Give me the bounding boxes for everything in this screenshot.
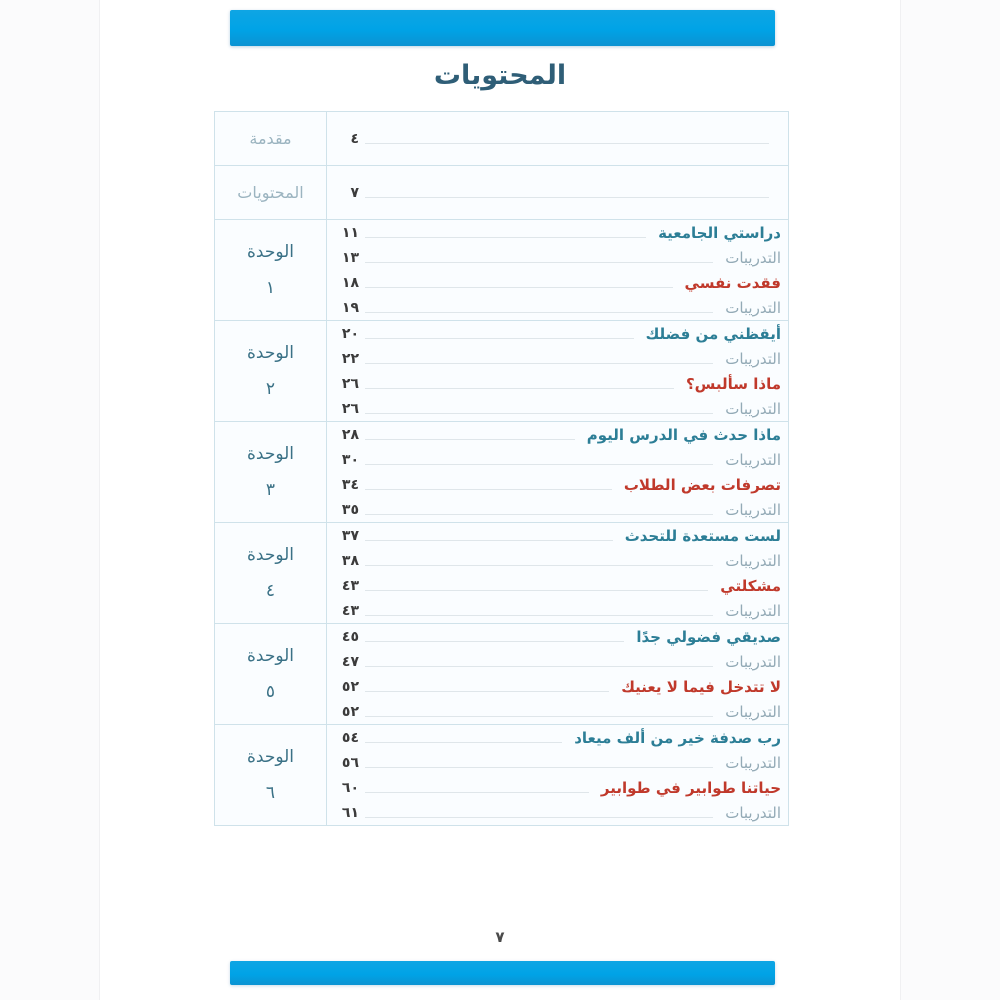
toc-entry-title: التدريبات [725, 702, 781, 721]
toc-entry[interactable] [327, 598, 788, 623]
toc-entries-cell [327, 422, 789, 523]
unit-word: الوحدة [246, 545, 295, 566]
document-page [100, 0, 900, 1000]
toc-leader-rule [365, 363, 713, 364]
toc-entry-page: ٦٠ [341, 779, 359, 796]
toc-entry[interactable] [327, 725, 788, 750]
toc-entry-title: لست مستعدة للتحدث [624, 526, 781, 545]
toc-entries-cell [327, 112, 789, 166]
toc-entry-page: ٥٦ [341, 754, 359, 771]
toc-entry-title: أيقظني من فضلك [645, 324, 781, 343]
toc-entry-page: ٣٧ [341, 527, 359, 544]
table-row [215, 321, 789, 422]
toc-entry-page: ٣٠ [341, 451, 359, 468]
toc-entry-title: رب صدفة خير من ألف ميعاد [574, 728, 781, 747]
toc-entry-page: ١٣ [341, 249, 359, 266]
toc-entry[interactable] [327, 180, 788, 205]
toc-leader-rule [365, 413, 713, 414]
toc-entry[interactable] [327, 422, 788, 447]
toc-leader-rule [365, 565, 713, 566]
toc-leader-rule [365, 792, 589, 793]
toc-entry-title: تصرفات بعض الطلاب [623, 475, 781, 494]
toc-leader-rule [365, 464, 713, 465]
toc-entries-cell [327, 523, 789, 624]
unit-number: ٦ [265, 782, 276, 803]
unit-number: ٥ [265, 681, 276, 702]
toc-entry-page: ٣٨ [341, 552, 359, 569]
toc-leader-rule [365, 287, 673, 288]
toc-entry[interactable] [327, 220, 788, 245]
toc-entries-cell [327, 166, 789, 220]
toc-entry-page: ٣٥ [341, 501, 359, 518]
toc-entry-title: التدريبات [725, 298, 781, 317]
toc-entry-page: ٤٧ [341, 653, 359, 670]
table-row [215, 725, 789, 826]
table-row [215, 220, 789, 321]
toc-entry[interactable] [327, 346, 788, 371]
toc-entry-page: ١١ [341, 224, 359, 241]
toc-entry-page: ٥٢ [341, 703, 359, 720]
toc-entry-page: ٦١ [341, 804, 359, 821]
toc-entry-title: لا تتدخل فيما لا يعنيك [621, 677, 781, 696]
toc-entry-page: ٥٤ [341, 729, 359, 746]
toc-entry-page: ٥٢ [341, 678, 359, 695]
table-row [215, 523, 789, 624]
unit-word: الوحدة [246, 747, 295, 768]
toc-entry-title: التدريبات [725, 753, 781, 772]
toc-entry-title: التدريبات [725, 803, 781, 822]
toc-entry[interactable] [327, 270, 788, 295]
toc-entries-cell [327, 725, 789, 826]
toc-entry-page: ٢٨ [341, 426, 359, 443]
toc-entry[interactable] [327, 396, 788, 421]
table-of-contents [214, 111, 789, 826]
toc-leader-rule [365, 817, 713, 818]
toc-entry[interactable] [327, 800, 788, 825]
toc-leader-rule [365, 338, 634, 339]
unit-number: ١ [265, 277, 276, 298]
toc-leader-rule [365, 312, 713, 313]
toc-leader-rule [365, 237, 646, 238]
toc-entry-page: ٣٤ [341, 476, 359, 493]
toc-entry[interactable] [327, 245, 788, 270]
toc-leader-rule [365, 514, 713, 515]
toc-entry[interactable] [327, 649, 788, 674]
toc-leader-rule [365, 197, 769, 198]
toc-entry-page: ٢٦ [341, 375, 359, 392]
toc-leader-rule [365, 666, 713, 667]
page-title: المحتويات [433, 60, 567, 91]
toc-leader-rule [365, 540, 613, 541]
toc-leader-rule [365, 590, 708, 591]
toc-entry[interactable] [327, 295, 788, 320]
toc-entry[interactable] [327, 472, 788, 497]
toc-entry-title: ماذا سألبس؟ [685, 374, 781, 393]
toc-entry-title: التدريبات [725, 500, 781, 519]
toc-entry[interactable] [327, 750, 788, 775]
toc-entry-title: التدريبات [725, 551, 781, 570]
table-row [215, 112, 789, 166]
unit-word: الوحدة [246, 343, 295, 364]
toc-entries-cell [327, 321, 789, 422]
unit-label-cell[interactable] [215, 422, 327, 523]
toc-entry[interactable] [327, 699, 788, 724]
toc-entry-page: ٢٠ [341, 325, 359, 342]
toc-entries-cell [327, 220, 789, 321]
toc-leader-rule [365, 641, 624, 642]
toc-leader-rule [365, 262, 713, 263]
toc-entry-page: ٤٥ [341, 628, 359, 645]
toc-entry[interactable] [327, 447, 788, 472]
toc-entry-title: التدريبات [725, 450, 781, 469]
toc-entry-page: ١٩ [341, 299, 359, 316]
toc-entry[interactable] [327, 523, 788, 548]
footer-accent-bar [230, 961, 775, 985]
header-accent-bar [230, 10, 775, 46]
toc-entry-page: ٤٣ [341, 577, 359, 594]
unit-label-cell[interactable] [215, 725, 327, 826]
toc-leader-rule [365, 691, 609, 692]
toc-entry[interactable] [327, 497, 788, 522]
toc-entry-title: حياتنا طوابير في طوابير [600, 778, 781, 797]
toc-body [215, 112, 789, 826]
toc-entry[interactable] [327, 624, 788, 649]
toc-entry-title: ماذا حدث في الدرس اليوم [586, 425, 781, 444]
toc-entry-title: مشكلتي [720, 576, 781, 595]
toc-entry-page: ٢٢ [341, 350, 359, 367]
unit-number: ٢ [265, 378, 276, 399]
unit-label-cell[interactable] [215, 624, 327, 725]
folio-page-number: ٧ [495, 928, 505, 946]
toc-entry[interactable] [327, 775, 788, 800]
toc-entry[interactable] [327, 321, 788, 346]
toc-entry-page: ٧ [350, 184, 359, 201]
toc-entry-title: التدريبات [725, 399, 781, 418]
toc-leader-rule [365, 767, 713, 768]
table-row [215, 624, 789, 725]
toc-entry-title: التدريبات [725, 652, 781, 671]
toc-leader-rule [365, 716, 713, 717]
toc-entries-cell [327, 624, 789, 725]
toc-leader-rule [365, 615, 713, 616]
unit-label-cell[interactable] [215, 321, 327, 422]
toc-entry-title: التدريبات [725, 248, 781, 267]
toc-entry-title: التدريبات [725, 601, 781, 620]
toc-entry-title: فقدت نفسي [684, 273, 781, 292]
unit-number: ٣ [265, 479, 276, 500]
table-row [215, 422, 789, 523]
toc-leader-rule [365, 439, 575, 440]
unit-word: الوحدة [246, 242, 295, 263]
toc-entry[interactable] [327, 674, 788, 699]
toc-section-label[interactable]: المحتويات [215, 166, 327, 220]
toc-entry-page: ٤٣ [341, 602, 359, 619]
toc-entry-page: ٢٦ [341, 400, 359, 417]
toc-entry[interactable] [327, 126, 788, 151]
toc-entry-title: دراستي الجامعية [658, 223, 781, 242]
toc-section-label[interactable]: مقدمة [215, 112, 327, 166]
toc-leader-rule [365, 143, 769, 144]
unit-word: الوحدة [246, 646, 295, 667]
toc-leader-rule [365, 388, 674, 389]
toc-entry[interactable] [327, 371, 788, 396]
table-row [215, 166, 789, 220]
toc-entry-title: التدريبات [725, 349, 781, 368]
toc-entry[interactable] [327, 548, 788, 573]
unit-label-cell[interactable] [215, 523, 327, 624]
unit-label-cell[interactable] [215, 220, 327, 321]
toc-entry-page: ٤ [350, 130, 359, 147]
unit-number: ٤ [265, 580, 276, 601]
toc-entry[interactable] [327, 573, 788, 598]
toc-entry-page: ١٨ [341, 274, 359, 291]
toc-leader-rule [365, 742, 562, 743]
toc-leader-rule [365, 489, 612, 490]
toc-entry-title: صديقي فضولي جدًا [636, 627, 781, 646]
unit-word: الوحدة [246, 444, 295, 465]
